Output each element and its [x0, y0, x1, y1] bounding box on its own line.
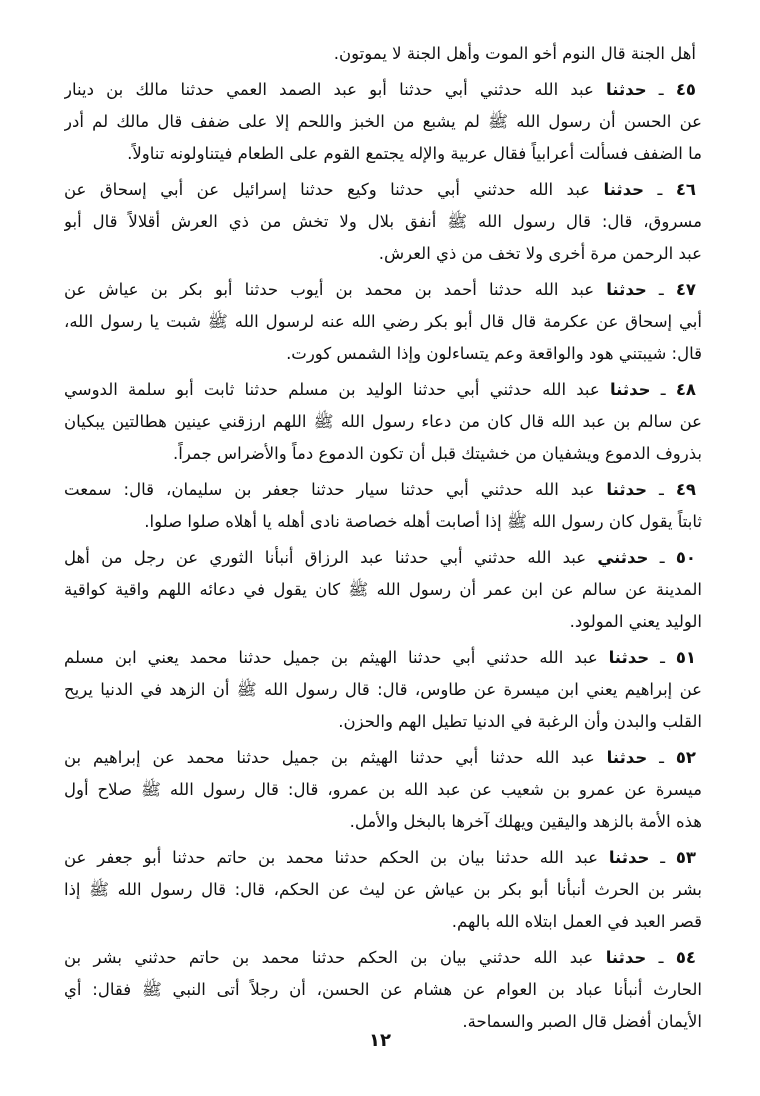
text-line: ٥٤ ـ حدثنا عبد الله حدثني بيان بن الحكم حدثنا محمد بن حاتم حدثني بشر بن — [64, 948, 697, 967]
text-line: ٥١ ـ حدثنا عبد الله حدثني أبي حدثنا الهيثم بن جميل حدثنا محمد يعني ابن مسلم — [64, 648, 696, 667]
text-line: هذه الأمة بالزهد واليقين ويهلك آخرها بالبخل والأمل. — [349, 812, 702, 831]
narration-keyword: حدثنا — [606, 80, 647, 99]
text-line: المدينة عن سالم عن ابن عمر أن رسول الله ﷺ كان يقول في دعائه اللهم واقية كواقية — [64, 580, 702, 599]
hadith-text: عبد الله حدثنا أحمد بن محمد بن أيوب حدثنا أبو بكر بن عياش عن — [64, 280, 595, 299]
text-line: بذروف الدموع ويشفيان من خشيتك قبل أن تكون الدموع دماً والأضراس جمراً. — [173, 444, 702, 463]
text-line: قال: شيبتني هود والواقعة وعم يتساءلون وإذا الشمس كورت. — [286, 344, 702, 363]
hadith-number: ٤٧ — [675, 280, 697, 299]
hadith-text: عبد الله حدثنا أبي حدثنا الهيثم بن جميل حدثنا محمد عن إبراهيم بن — [64, 748, 595, 767]
text-line: ميسرة عن عمرو بن شعيب عن عبد الله بن عمرو، قال: قال رسول الله ﷺ صلاح أول — [64, 780, 702, 799]
text-line: عبد الرحمن مرة أخرى ولا تخف من ذي العرش. — [378, 244, 702, 263]
hadith-paragraph — [64, 374, 702, 470]
hadith-paragraph — [64, 642, 702, 738]
narration-keyword: حدثنا — [606, 280, 647, 299]
text-line: ما الضفف فسألت أعرابياً فقال عربية والإله يجتمع القوم على الطعام فيتناولونه تناولاً. — [127, 144, 702, 163]
narration-keyword: حدثنا — [605, 948, 647, 967]
hadith-text: عبد الله حدثنا بيان بن الحكم حدثنا محمد بن حاتم حدثنا أبو جعفر عن — [64, 848, 598, 867]
text-line: أبي إسحاق عن عكرمة قال قال أبو بكر رضي الله عنه لرسول الله ﷺ شبت يا رسول الله، — [64, 312, 702, 331]
text-line: الوليد يعني المولود. — [569, 612, 702, 631]
hadith-text: عبد الله حدثني أبي حدثنا أبو عبد الصمد العمي حدثنا مالك بن دينار — [64, 80, 594, 99]
text-line: قصر العبد في العمل ابتلاه الله بالهم. — [451, 912, 702, 931]
text-line: الأيمان أفضل قال الصبر والسماحة. — [462, 1012, 702, 1031]
narration-keyword: حدثنا — [608, 648, 650, 667]
text-line: أهل الجنة قال النوم أخو الموت وأهل الجنة لا يموتون. — [333, 44, 696, 63]
hadith-number: ٥٤ — [675, 948, 697, 967]
hadith-number: ٤٨ — [675, 380, 696, 399]
hadith-text: عبد الله حدثني أبي حدثنا سيار حدثنا جعفر بن سليمان، قال: سمعت — [64, 480, 595, 499]
narration-keyword: حدثني — [597, 548, 649, 567]
narration-keyword: حدثنا — [606, 748, 648, 767]
continuation-paragraph — [64, 38, 702, 70]
text-line: الحارث أنبأنا عباد بن العوام عن هشام عن الحسن، أن رجلاً أتى النبي ﷺ فقال: أي — [64, 980, 702, 999]
text-line: القلب والبدن وأن الرغبة في الدنيا تطيل الهم والحزن. — [338, 712, 702, 731]
hadith-number: ٥٠ — [675, 548, 696, 567]
text-line: ٤٦ ـ حدثنا عبد الله حدثني أبي حدثنا وكيع حدثنا إسرائيل عن أبي إسحاق عن — [64, 180, 696, 199]
text-line: ٤٨ ـ حدثنا عبد الله حدثني أبي حدثنا الوليد بن مسلم حدثنا ثابت أبو سلمة الدوسي — [64, 380, 696, 399]
hadith-number: ٥٢ — [675, 748, 696, 767]
text-line: ٥٠ ـ حدثني عبد الله حدثني أبي حدثنا عبد الرزاق أنبأنا الثوري عن رجل من أهل — [64, 548, 696, 567]
hadith-paragraph — [64, 942, 702, 1038]
page-number: ١٢ — [369, 1030, 391, 1051]
hadith-number: ٥٣ — [675, 848, 696, 867]
text-line: عن إبراهيم يعني ابن ميسرة عن طاوس، قال: قال رسول الله ﷺ أن الزهد في الدنيا يريح — [64, 680, 702, 699]
text-line: ثابتاً يقول كان رسول الله ﷺ إذا أصابت أهله خصاصة نادى أهله يا أهلاه صلوا صلوا. — [144, 512, 702, 531]
hadith-list — [64, 74, 702, 1038]
text-line: ٤٥ ـ حدثنا عبد الله حدثني أبي حدثنا أبو عبد الصمد العمي حدثنا مالك بن دينار — [64, 80, 696, 99]
hadith-paragraph — [64, 74, 702, 170]
text-line: عن الحسن أن رسول الله ﷺ لم يشبع من الخبز واللحم إلا على ضفف قال مالك لم أدر — [64, 112, 702, 131]
text-line: ٥٣ ـ حدثنا عبد الله حدثنا بيان بن الحكم حدثنا محمد بن حاتم حدثنا أبو جعفر عن — [64, 848, 696, 867]
narration-keyword: حدثنا — [609, 380, 651, 399]
hadith-text: عبد الله حدثني أبي حدثنا وكيع حدثنا إسرائيل عن أبي إسحاق عن — [64, 180, 591, 199]
text-line: ٤٩ ـ حدثنا عبد الله حدثني أبي حدثنا سيار حدثنا جعفر بن سليمان، قال: سمعت — [64, 480, 696, 499]
text-line: ٤٧ ـ حدثنا عبد الله حدثنا أحمد بن محمد بن أيوب حدثنا أبو بكر بن عياش عن — [64, 280, 697, 299]
hadith-paragraph — [64, 274, 702, 370]
text-line: عن سالم بن عبد الله قال كان من دعاء رسول الله ﷺ اللهم ارزقني عينين هطالتين يبكيان — [64, 412, 702, 431]
hadith-paragraph — [64, 174, 702, 270]
hadith-text: عبد الله حدثني أبي حدثنا الهيثم بن جميل حدثنا محمد يعني ابن مسلم — [64, 648, 598, 667]
text-line: بشر بن الحرث أنبأنا أبو بكر بن عياش عن ليث عن الحكم، قال: قال رسول الله ﷺ إذا — [64, 880, 702, 899]
hadith-paragraph — [64, 742, 702, 838]
narration-keyword: حدثنا — [608, 848, 650, 867]
text-line: ٥٢ ـ حدثنا عبد الله حدثنا أبي حدثنا الهيثم بن جميل حدثنا محمد عن إبراهيم بن — [64, 748, 696, 767]
narration-keyword: حدثنا — [606, 480, 647, 499]
hadith-number: ٤٦ — [675, 180, 696, 199]
hadith-number: ٥١ — [675, 648, 696, 667]
text-line: مسروق، قال: قال رسول الله ﷺ أنفق بلال ولا تخش من ذي العرش أقلالاً قال أبو — [64, 212, 702, 231]
hadith-number: ٤٥ — [675, 80, 696, 99]
hadith-text: عبد الله حدثني أبي حدثنا الوليد بن مسلم حدثنا ثابت أبو سلمة الدوسي — [64, 380, 600, 399]
hadith-paragraph — [64, 842, 702, 938]
hadith-paragraph — [64, 542, 702, 638]
hadith-text: عبد الله حدثني أبي حدثنا عبد الرزاق أنبأنا الثوري عن رجل من أهل — [64, 548, 587, 567]
narration-keyword: حدثنا — [603, 180, 645, 199]
hadith-number: ٤٩ — [675, 480, 696, 499]
hadith-text: عبد الله حدثني بيان بن الحكم حدثنا محمد بن حاتم حدثني بشر بن — [64, 948, 594, 967]
hadith-paragraph — [64, 474, 702, 538]
